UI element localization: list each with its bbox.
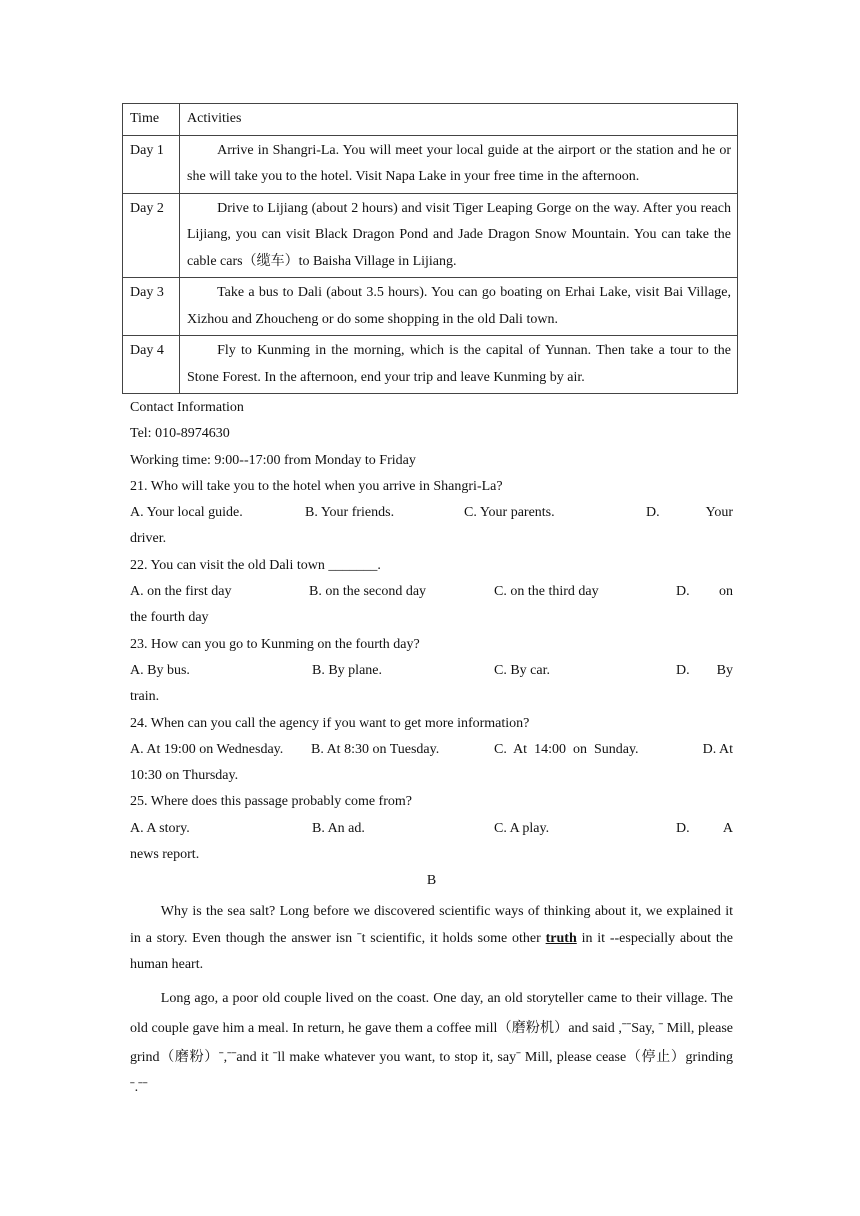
itinerary-table [122,103,738,394]
option-b: B. At 8:30 on Tuesday. [311,741,440,757]
options-23 [130,658,733,684]
options-21 [130,500,733,526]
header-time: Time [123,104,180,136]
options-25 [130,816,733,842]
option-d: D. [676,820,690,836]
option-d-end: By [716,662,733,678]
day-cell: Day 2 [123,193,180,278]
contact-title: Contact Information [130,400,244,415]
question-24: 24. When can you call the agency if you want to get more information? [130,715,530,731]
table-row [123,135,738,193]
table-header-row [123,104,738,136]
paragraph-2: Long ago, a poor old couple lived on the coast. One day, an old storyteller came to their village. The old couple gave him a meal. In return, he gave them a coffee mill（磨粉机）and said ,ˉˉSay, ˉ Mill, please grind（磨粉）ˉ,ˉˉand it ˉll make whatever you want, to stop it, sayˉ Mill, please cease（停止）grinding ˉ.ˉˉ [130,991,733,1095]
option-d: D. [646,505,660,521]
section-b-heading: B [426,873,437,889]
option-b: B. By plane. [312,662,382,678]
option-b: B. Your friends. [305,505,395,521]
day-cell: Day 4 [123,336,180,394]
option-b: B. An ad. [312,820,365,836]
option-c: C. At 14:00 on Sunday. [494,741,639,757]
paragraph-1-text-b: in it --especially about the human heart. [130,930,733,972]
option-a: A. At 19:00 on Wednesday. [130,741,284,757]
option-d: D. [676,584,690,600]
option-d-end: A [722,820,733,836]
option-b: B. on the second day [309,584,427,600]
question-23: 23. How can you go to Kunming on the fourth day? [130,636,420,652]
question-21: 21. Who will take you to the hotel when you arrive in Shangri-La? [130,478,503,494]
option-c: C. A play. [494,820,550,836]
options-24 [130,737,733,763]
activity-cell: Take a bus to Dali (about 3.5 hours). You can go boating on Erhai Lake, visit Bai Village, Xizhou and Zhoucheng or do some shopping in the old Dali town. [180,278,738,336]
option-d: D. [676,662,690,678]
activity-cell: Arrive in Shangri-La. You will meet your local guide at the airport or the station and he or she will take you to the hotel. Visit Napa Lake in your free time in the afternoon. [180,135,738,193]
day-cell: Day 1 [123,135,180,193]
option-d-wrap: news report. [130,847,200,863]
option-c: C. Your parents. [464,505,555,521]
option-d-end: on [719,584,733,600]
option-a: A. A story. [130,820,190,836]
text-block [130,395,733,895]
contact-hours: Working time: 9:00--17:00 from Monday to Friday [130,452,416,468]
option-d-end: Your [705,505,733,521]
question-25: 25. Where does this passage probably come from? [130,794,412,810]
option-a: A. Your local guide. [130,505,243,521]
highlighted-word: truth [545,930,577,946]
table-row [123,193,738,278]
option-c: C. By car. [494,662,550,678]
option-a: A. By bus. [130,662,190,678]
header-activities: Activities [180,104,738,136]
options-22 [130,579,733,605]
option-a: A. on the first day [130,584,232,600]
option-c: C. on the third day [494,584,599,600]
day-cell: Day 3 [123,278,180,336]
question-22: 22. You can visit the old Dali town _______. [130,557,381,573]
paragraph-1-text-a: Why is the sea salt? Long before we discovered scientific ways of thinking about it, we explained it in a story. Even though the answer isn ˉt scientific, it holds some other [130,904,733,946]
option-d: D. At [702,741,733,757]
option-d-wrap: the fourth day [130,610,209,626]
contact-tel: Tel: 010-8974630 [130,426,230,442]
option-d-wrap: 10:30 on Thursday. [130,768,239,784]
option-d-wrap: driver. [130,531,167,547]
activity-cell: Drive to Lijiang (about 2 hours) and visit Tiger Leaping Gorge on the way. After you reach Lijiang, you can visit Black Dragon Pond and Jade Dragon Snow Mountain. You can take the cable cars（缆车）to Baisha Village in Lijiang. [180,193,738,278]
activity-cell: Fly to Kunming in the morning, which is the capital of Yunnan. Then take a tour to the Stone Forest. In the afternoon, end your trip and leave Kunming by air. [180,336,738,394]
table-row [123,278,738,336]
option-d-wrap: train. [130,689,160,705]
paragraph-1 [130,899,733,979]
table-row [123,336,738,394]
